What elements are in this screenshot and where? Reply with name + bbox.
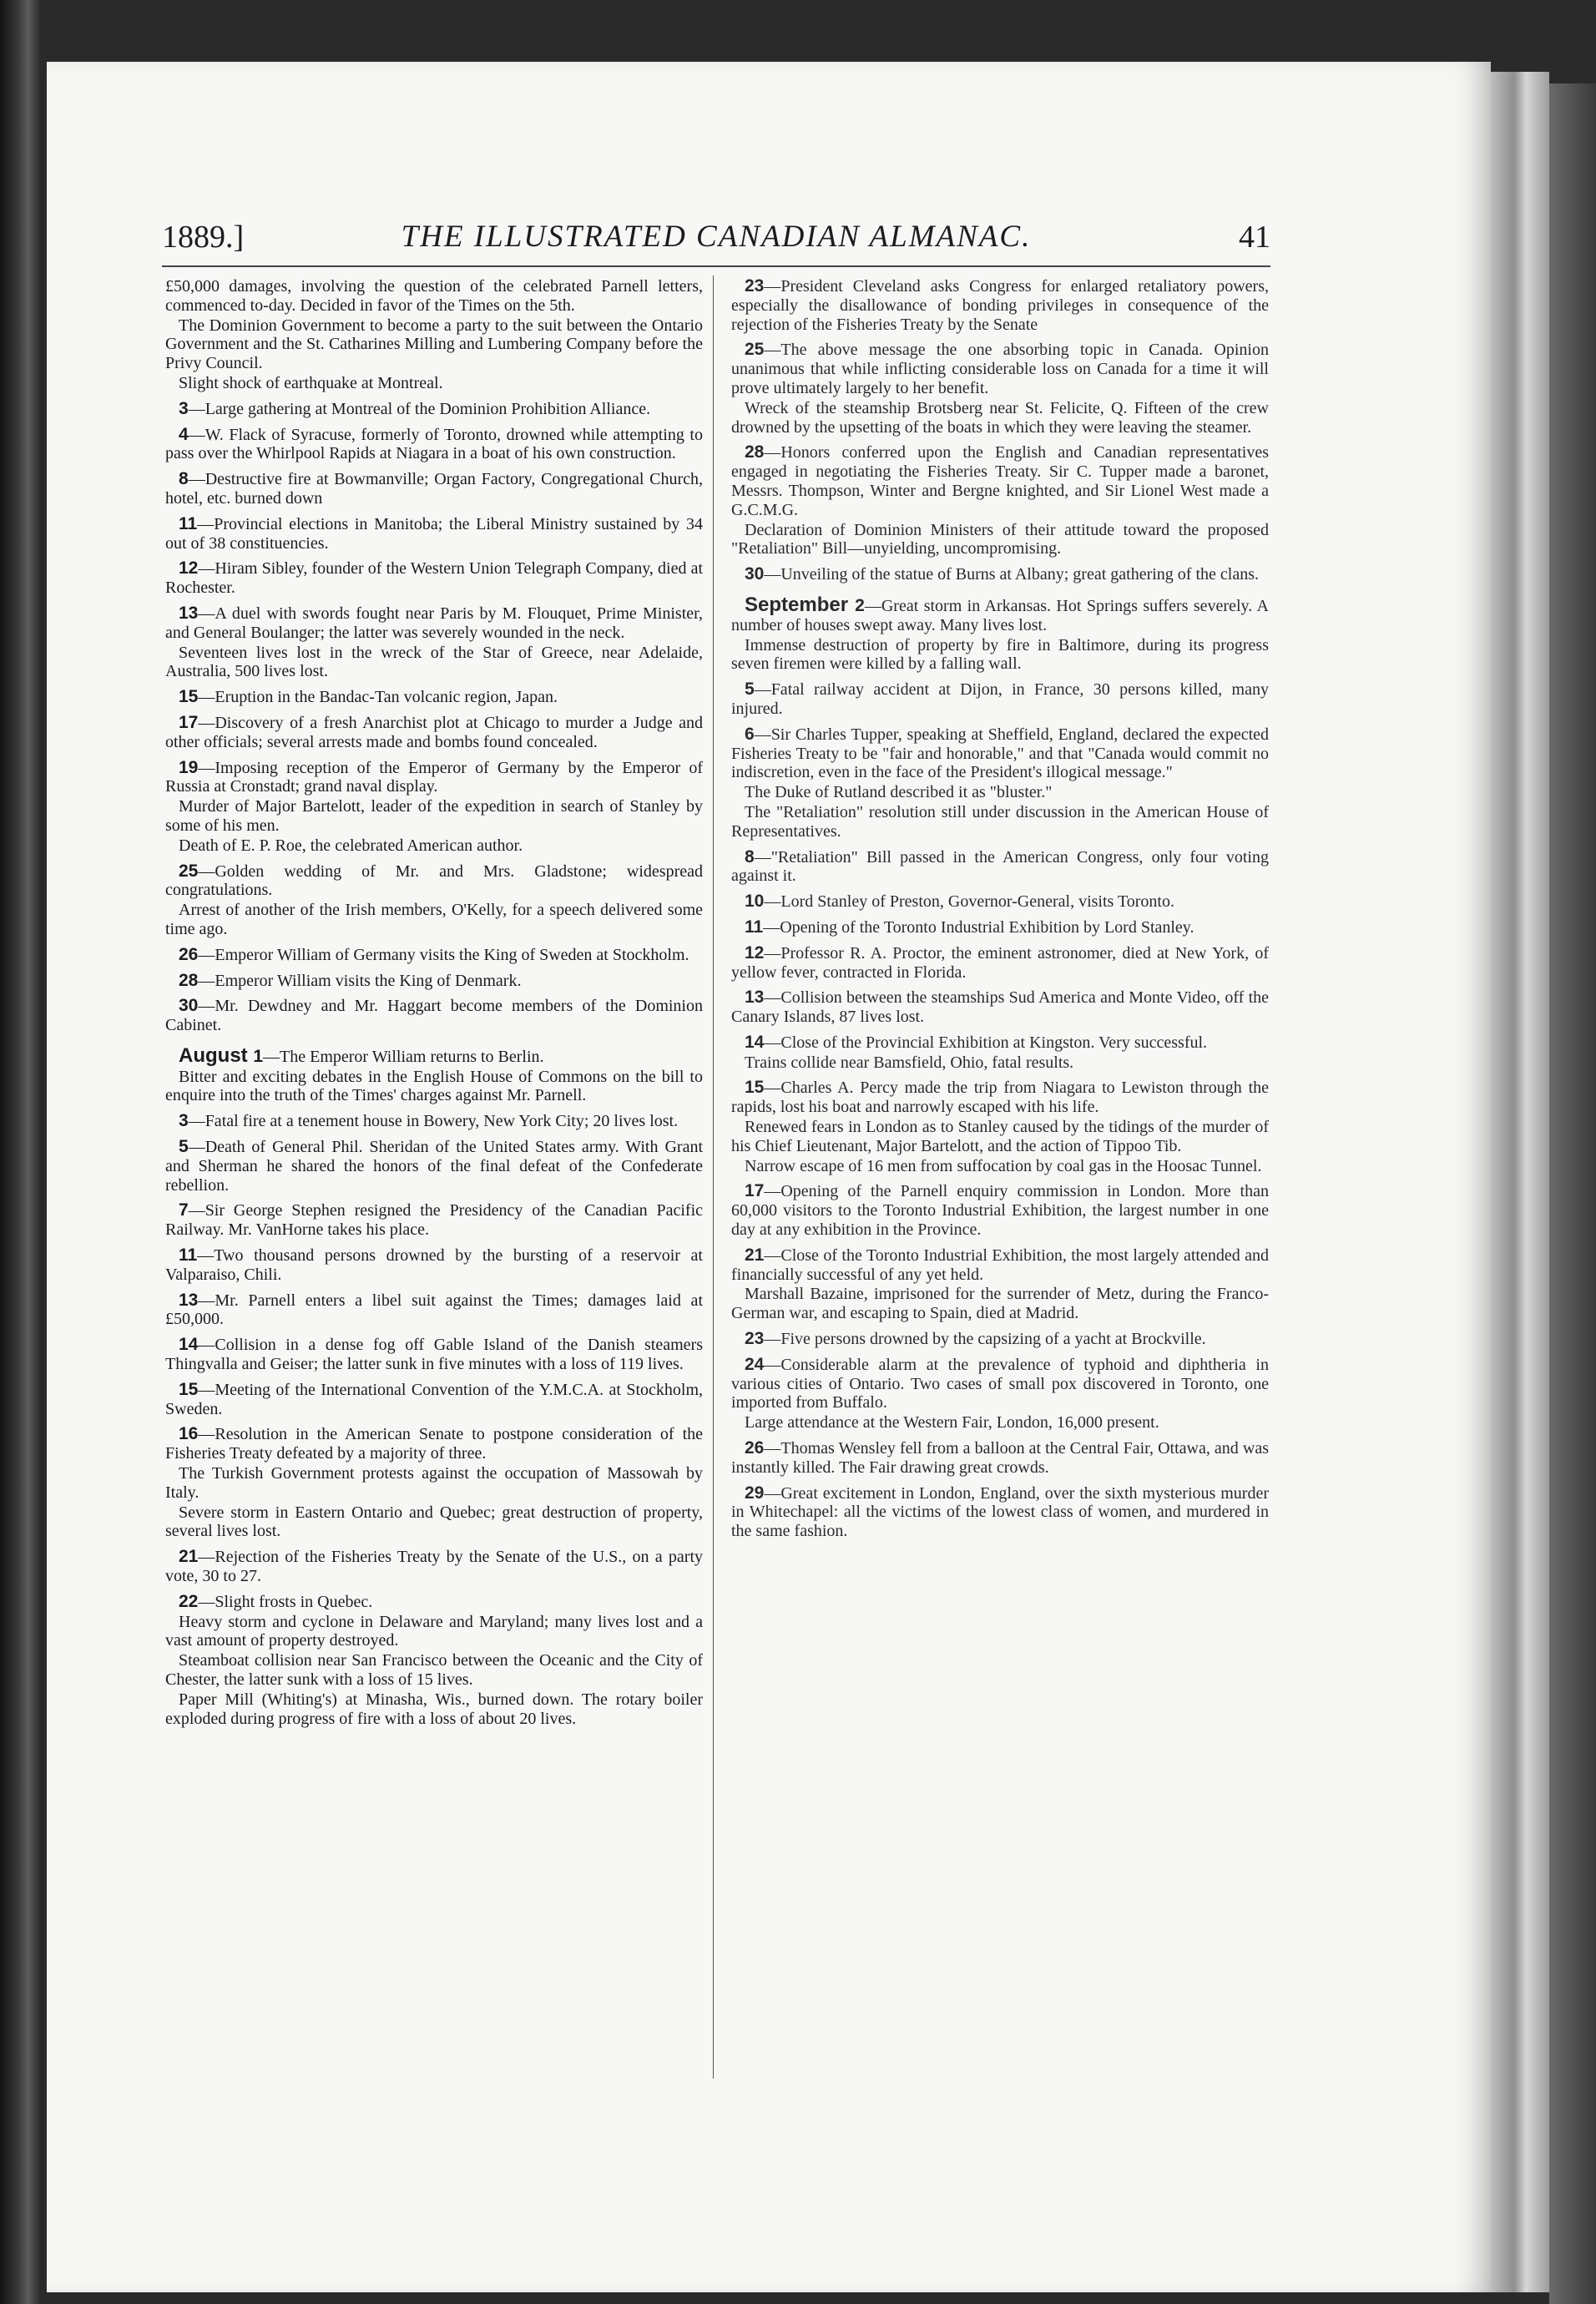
- book-spine-shadow: [0, 0, 40, 2304]
- chronicle-entry: [731, 1356, 1269, 1412]
- entry-day: 8: [179, 469, 189, 489]
- page-number: 41: [1239, 220, 1270, 255]
- entry-text: —Close of the Toronto Industrial Exhibition, the most largely attended and financially successful of any yet held.: [731, 1245, 1269, 1284]
- chronicle-entry: [165, 1138, 703, 1195]
- chronicle-entry: [165, 426, 703, 464]
- month-heading: September: [745, 593, 856, 616]
- chronicle-entry: [731, 1118, 1269, 1156]
- chronicle-entry: [165, 997, 703, 1035]
- chronicle-entry: [165, 1613, 703, 1651]
- entry-text: —Provincial elections in Manitoba; the Liberal Ministry sustained by 34 out of 38 constituencies.: [165, 514, 703, 553]
- book-cover-edge: [1549, 83, 1596, 2304]
- entry-text: —Golden wedding of Mr. and Mrs. Gladstone; widespread congratulations.: [165, 861, 703, 900]
- entry-text: —Mr. Dewdney and Mr. Haggart become members of the Dominion Cabinet.: [165, 997, 703, 1035]
- entry-text: —The above message the one absorbing topic in Canada. Opinion unanimous that while inflicting considerable loss on Canada for a time it will prove ultimately largely to her benefit.: [731, 341, 1269, 397]
- entry-day: 8: [745, 846, 755, 867]
- chronicle-entry: [731, 443, 1269, 519]
- chronicle-entry: [731, 725, 1269, 782]
- entry-text: —Close of the Provincial Exhibition at Kingston. Very successful.: [764, 1033, 1208, 1052]
- chronicle-entry: [165, 1690, 703, 1729]
- header-title: THE ILLUSTRATED CANADIAN ALMANAC.: [401, 220, 1032, 254]
- entry-day: 23: [745, 277, 765, 296]
- chronicle-entry: [731, 944, 1269, 983]
- entry-day: 24: [745, 1354, 765, 1374]
- entry-text: —W. Flack of Syracuse, formerly of Toronto, drowned while attempting to pass over the Whirlpool Rapids at Niagara in a boat of his own construction.: [165, 425, 703, 463]
- entry-day: 3: [179, 1111, 189, 1131]
- entry-day: 7: [179, 1200, 189, 1220]
- entry-text: —Great excitement in London, England, over the sixth mysterious murder in Whitechapel: all the victims of the lowest class of women, and murdered in the same fashion.: [731, 1483, 1269, 1541]
- entry-text: Narrow escape of 16 men from suffocation by coal gas in the Hoosac Tunnel.: [745, 1156, 1262, 1175]
- entry-day: 26: [179, 944, 199, 964]
- entry-text: £50,000 damages, involving the question of the celebrated Parnell letters, commenced to-day. Decided in favor of the Times on the 5th.: [165, 277, 703, 315]
- chronicle-entry: [165, 1548, 703, 1586]
- chronicle-entry: [165, 797, 703, 836]
- chronicle-entry: [165, 1201, 703, 1240]
- entry-text: —Slight frosts in Quebec.: [198, 1592, 373, 1611]
- chronicle-entry: [165, 1291, 703, 1330]
- chronicle-entry: [165, 1651, 703, 1690]
- entry-text: Large attendance at the Western Fair, London, 16,000 present.: [745, 1413, 1159, 1432]
- entry-text: Steamboat collision near San Francisco between the Oceanic and the City of Chester, the latter sunk with a loss of 15 lives.: [165, 1651, 703, 1689]
- entry-text: Renewed fears in London as to Stanley caused by the tidings of the murder of his Chief Lieutenant, Major Bartelott, and the action of Tippoo Tib.: [731, 1118, 1269, 1155]
- entry-text: Slight shock of earthquake at Montreal.: [179, 373, 443, 392]
- entry-day: 11: [745, 917, 764, 937]
- chronicle-entry: [165, 901, 703, 939]
- entry-day: 6: [745, 724, 755, 744]
- entry-text: —Sir Charles Tupper, speaking at Sheffield, England, declared the expected Fisheries Treaty to be "fair and honorable," and that "Canada would commit no indiscretion, even in the face of the President's illogical message.": [731, 725, 1269, 782]
- entry-text: Heavy storm and cyclone in Delaware and Maryland; many lives lost and a vast amount of property destroyed.: [165, 1612, 703, 1650]
- entry-text: —Charles A. Percy made the trip from Niagara to Lewiston through the rapids, lost his boat and narrowly escaped with his life.: [731, 1079, 1269, 1117]
- entry-text: —Hiram Sibley, founder of the Western Union Telegraph Company, died at Rochester.: [165, 559, 703, 598]
- chronicle-entry: [165, 862, 703, 901]
- chronicle-entry: [731, 593, 1269, 635]
- chronicle-entry: [165, 836, 703, 856]
- entry-day: 26: [745, 1438, 765, 1458]
- entry-text: —Collision between the steamships Sud America and Monte Video, off the Canary Islands, 87 lives lost.: [731, 988, 1269, 1027]
- entry-text: Paper Mill (Whiting's) at Minasha, Wis., burned down. The rotary boiler exploded during progress of fire with a loss of about 20 lives.: [165, 1690, 703, 1728]
- chronicle-entry: [731, 783, 1269, 802]
- entry-day: 10: [745, 892, 765, 912]
- entry-text: —Imposing reception of the Emperor of Germany by the Emperor of Russia at Cronstadt; grand naval display.: [165, 758, 703, 796]
- chronicle-entry: [731, 399, 1269, 437]
- page-edges: [1491, 72, 1549, 2292]
- entry-day: 28: [745, 442, 765, 462]
- entry-text: Arrest of another of the Irish members, O'Kelly, for a speech delivered some time ago.: [165, 901, 703, 938]
- column-divider: [713, 275, 714, 2079]
- entry-text: —Fatal railway accident at Dijon, in France, 30 persons killed, many injured.: [731, 680, 1269, 718]
- chronicle-entry: [165, 946, 703, 965]
- entry-day: 11: [179, 1245, 198, 1266]
- entry-text: Seventeen lives lost in the wreck of the Star of Greece, near Adelaide, Australia, 500 lives lost.: [165, 643, 703, 681]
- entry-text: —Large gathering at Montreal of the Dominion Prohibition Alliance.: [188, 399, 651, 418]
- chronicle-entry: [731, 565, 1269, 584]
- chronicle-entry: [165, 644, 703, 682]
- chronicle-entry: [731, 1484, 1269, 1541]
- chronicle-entry: [731, 1033, 1269, 1053]
- entry-text: Severe storm in Eastern Ontario and Quebec; great destruction of property, several lives lost.: [165, 1503, 703, 1541]
- entry-text: Marshall Bazaine, imprisoned for the surrender of Metz, during the Franco-German war, and escaping to Spain, died at Madrid.: [731, 1285, 1269, 1323]
- entry-day: 14: [179, 1335, 199, 1355]
- chronicle-entry: [731, 1330, 1269, 1349]
- chronicle-entry: [731, 1439, 1269, 1478]
- chronicle-entry: [165, 277, 703, 316]
- chronicle-entry: [165, 1336, 703, 1374]
- entry-text: —Professor R. A. Proctor, the eminent astronomer, died at New York, of yellow fever, contracted in Florida.: [731, 943, 1269, 982]
- chronicle-entry: [731, 1246, 1269, 1285]
- entry-day: 25: [179, 861, 199, 881]
- header-year: 1889.]: [162, 220, 245, 255]
- entry-day: 12: [745, 942, 765, 963]
- entry-day: 12: [179, 558, 199, 579]
- chronicle-entry: [165, 1246, 703, 1285]
- chronicle-entry: [731, 277, 1269, 334]
- entry-text: —Resolution in the American Senate to postpone consideration of the Fisheries Treaty defeated by a majority of three.: [165, 1425, 703, 1463]
- entry-text: Declaration of Dominion Ministers of their attitude toward the proposed "Retaliation" Bill—unyielding, uncompromising.: [731, 520, 1269, 558]
- chronicle-entry: [165, 714, 703, 752]
- chronicle-entry: [165, 374, 703, 393]
- entry-day: 11: [179, 513, 198, 533]
- entry-text: —Considerable alarm at the prevalence of typhoid and diphtheria in various cities of Ontario. Two cases of small pox discovered in Toronto, one imported from Buffalo.: [731, 1355, 1269, 1412]
- entry-day: 16: [179, 1424, 199, 1444]
- chronicle-entry: [165, 515, 703, 553]
- entry-text: —Discovery of a fresh Anarchist plot at Chicago to murder a Judge and other officials; several arrests made and bombs found concealed.: [165, 713, 703, 751]
- entry-text: —Five persons drowned by the capsizing of a yacht at Brockville.: [764, 1330, 1206, 1349]
- chronicle-entry: [731, 803, 1269, 841]
- chronicle-entry: [165, 1464, 703, 1503]
- entry-day: 13: [179, 603, 199, 623]
- entry-text: —Destructive fire at Bowmanville; Organ Factory, Congregational Church, hotel, etc. burned down: [165, 470, 703, 508]
- chronicle-entry: [165, 1593, 703, 1612]
- chronicle-entry: [731, 892, 1269, 912]
- entry-day: 23: [745, 1329, 765, 1349]
- entry-day: 4: [179, 424, 189, 444]
- entry-day: 21: [745, 1245, 765, 1265]
- entry-text: —Emperor William of Germany visits the King of Sweden at Stockholm.: [198, 945, 689, 964]
- chronicle-entry: [165, 759, 703, 797]
- entry-text: —Honors conferred upon the English and Canadian representatives engaged in negotiating the Fisheries Treaty. Sir C. Tupper made a baronet, Messrs. Thompson, Winter and Bergne knighted, and Sir Lionel West made a G.C.M.G.: [731, 443, 1269, 519]
- chronicle-entry: [165, 470, 703, 508]
- entry-text: —Thomas Wensley fell from a balloon at the Central Fair, Ottawa, and was instantly killed. The Fair drawing great crowds.: [731, 1439, 1269, 1477]
- entry-day: 15: [179, 687, 199, 707]
- entry-day: 17: [179, 712, 199, 732]
- entry-text: Death of E. P. Roe, the celebrated American author.: [179, 836, 523, 855]
- chronicle-entry: [165, 316, 703, 373]
- entry-text: Wreck of the steamship Brotsberg near St. Felicite, Q. Fifteen of the crew drowned by the upsetting of the boats in which they were leaving the steamer.: [731, 398, 1269, 437]
- chronicle-entry: [165, 1381, 703, 1419]
- entry-text: Immense destruction of property by fire in Baltimore, during its progress seven firemen were killed by a falling wall.: [731, 635, 1269, 674]
- entry-text: Trains collide near Bamsfield, Ohio, fatal results.: [745, 1053, 1074, 1072]
- entry-text: —Opening of the Toronto Industrial Exhibition by Lord Stanley.: [763, 917, 1194, 937]
- entry-text: —Mr. Parnell enters a libel suit against the Times; damages laid at £50,000.: [165, 1291, 703, 1329]
- chronicle-entry: [731, 1079, 1269, 1117]
- chronicle-entry: [165, 1503, 703, 1542]
- entry-text: —Two thousand persons drowned by the bursting of a reservoir at Valparaiso, Chili.: [165, 1246, 703, 1284]
- chronicle-entry: [731, 1413, 1269, 1432]
- chronicle-entry: [731, 1053, 1269, 1073]
- entry-day: 2: [855, 595, 865, 615]
- entry-day: 19: [179, 757, 199, 777]
- entry-text: —Great storm in Arkansas. Hot Springs suffers severely. A number of houses swept away. Many lives lost.: [731, 596, 1269, 634]
- entry-text: —Eruption in the Bandac-Tan volcanic region, Japan.: [198, 688, 558, 707]
- entry-text: Bitter and exciting debates in the English House of Commons on the bill to enquire into the truth of the Times' charges against Mr. Parnell.: [165, 1067, 703, 1105]
- entry-day: 29: [745, 1483, 765, 1503]
- entry-text: —Fatal fire at a tenement house in Bowery, New York City; 20 lives lost.: [188, 1112, 679, 1131]
- entry-day: 15: [179, 1379, 199, 1399]
- entry-text: —Death of General Phil. Sheridan of the United States army. With Grant and Sherman he shared the honors of the final defeat of the Confederate rebellion.: [165, 1138, 703, 1195]
- chronicle-entry: [731, 1285, 1269, 1323]
- chronicle-entry: [165, 1112, 703, 1131]
- entry-day: 28: [179, 970, 199, 990]
- chronicle-entry: [165, 400, 703, 419]
- chronicle-entry: [165, 972, 703, 991]
- chronicle-entry: [731, 1182, 1269, 1239]
- entry-text: The Duke of Rutland described it as "bluster.": [745, 783, 1053, 802]
- chronicle-entry: [165, 688, 703, 707]
- running-header: [162, 214, 1270, 255]
- entry-text: The "Retaliation" resolution still under discussion in the American House of Representatives.: [731, 802, 1269, 841]
- header-rule: [162, 265, 1270, 267]
- entry-day: 13: [179, 1290, 199, 1310]
- entry-text: —The Emperor William returns to Berlin.: [263, 1047, 544, 1066]
- chronicle-entry: [165, 1425, 703, 1463]
- entry-text: —A duel with swords fought near Paris by M. Flouquet, Prime Minister, and General Boulanger; the latter was severely wounded in the neck.: [165, 604, 703, 642]
- entry-day: 3: [179, 398, 189, 418]
- entry-day: 17: [745, 1181, 765, 1201]
- chronicle-entry: [731, 918, 1269, 937]
- chronicle-entry: [731, 680, 1269, 719]
- entry-day: 30: [179, 996, 199, 1016]
- entry-day: 25: [745, 340, 765, 360]
- chronicle-entry: [165, 1068, 703, 1106]
- entry-text: —Collision in a dense fog off Gable Island of the Danish steamers Thingvalla and Geiser; the latter sunk in five minutes with a loss of 119 lives.: [165, 1336, 703, 1374]
- left-column: [165, 277, 703, 2080]
- entry-day: 1: [253, 1046, 264, 1066]
- entry-day: 15: [745, 1078, 765, 1098]
- chronicle-entry: [165, 559, 703, 598]
- chronicle-entry: [731, 988, 1269, 1027]
- entry-text: —Sir George Stephen resigned the Presidency of the Canadian Pacific Railway. Mr. VanHorne takes his place.: [165, 1201, 703, 1240]
- entry-text: —Rejection of the Fisheries Treaty by the Senate of the U.S., on a party vote, 30 to 27.: [165, 1548, 703, 1586]
- entry-day: 14: [745, 1032, 765, 1052]
- entry-text: —Meeting of the International Convention of the Y.M.C.A. at Stockholm, Sweden.: [165, 1380, 703, 1418]
- chronicle-entry: [731, 636, 1269, 675]
- right-column: [731, 277, 1269, 2080]
- entry-text: —"Retaliation" Bill passed in the American Congress, only four voting against it.: [731, 847, 1269, 886]
- entry-text: —Opening of the Parnell enquiry commission in London. More than 60,000 visitors to the Toronto Industrial Exhibition, the largest number in one day at any exhibition in the Province.: [731, 1182, 1269, 1240]
- entry-day: 13: [745, 988, 765, 1008]
- entry-text: The Turkish Government protests against the occupation of Massowah by Italy.: [165, 1464, 703, 1502]
- entry-day: 21: [179, 1547, 199, 1567]
- chronicle-entry: [731, 341, 1269, 397]
- entry-day: 30: [745, 564, 765, 584]
- entry-day: 22: [179, 1591, 199, 1611]
- chronicle-entry: [165, 1043, 703, 1067]
- entry-text: The Dominion Government to become a party to the suit between the Ontario Government and the St. Catharines Milling and Lumbering Company before the Privy Council.: [165, 316, 703, 373]
- entry-day: 5: [745, 680, 755, 700]
- entry-text: —Lord Stanley of Preston, Governor-General, visits Toronto.: [764, 892, 1174, 912]
- entry-text: —Emperor William visits the King of Denmark.: [198, 971, 522, 990]
- chronicle-entry: [731, 521, 1269, 559]
- month-heading: August: [179, 1043, 254, 1067]
- chronicle-entry: [165, 604, 703, 643]
- chronicle-entry: [731, 1157, 1269, 1176]
- entry-text: —Unveiling of the statue of Burns at Albany; great gathering of the clans.: [764, 565, 1259, 584]
- entry-text: Murder of Major Bartelott, leader of the expedition in search of Stanley by some of his men.: [165, 797, 703, 835]
- entry-text: —President Cleveland asks Congress for enlarged retaliatory powers, especially the disallowance of bonding privileges in consequence of the rejection of the Fisheries Treaty by the Senate: [731, 277, 1269, 334]
- entry-day: 5: [179, 1137, 189, 1157]
- chronicle-entry: [731, 848, 1269, 887]
